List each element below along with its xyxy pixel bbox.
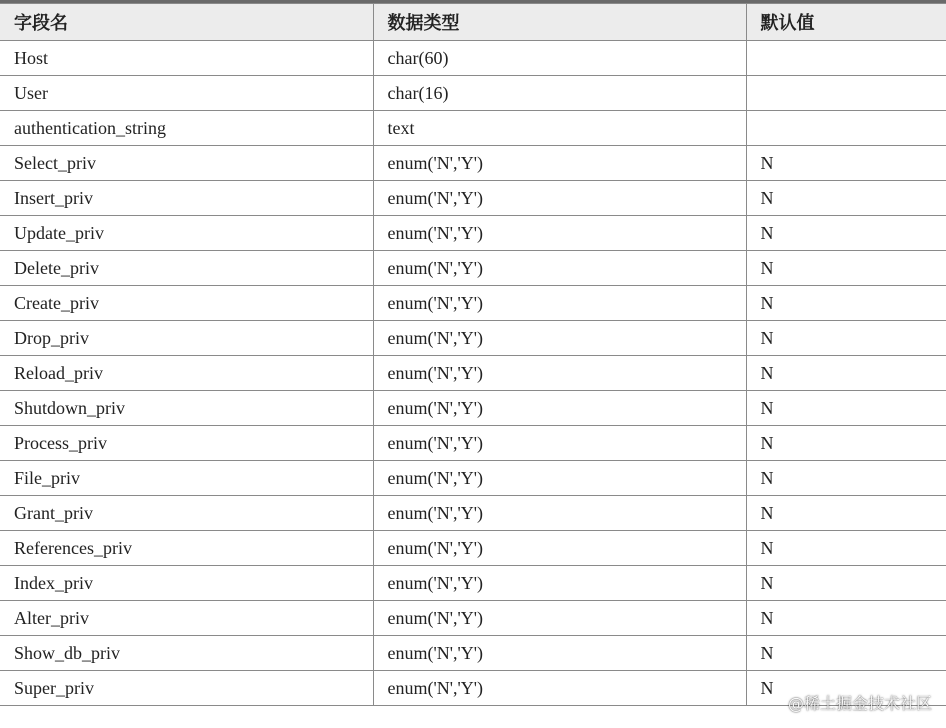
table-row: [0, 566, 946, 601]
watermark: [788, 691, 932, 714]
cell-default-value: N: [746, 636, 946, 671]
table-row: [0, 216, 946, 251]
cell-default-value: N: [746, 251, 946, 286]
cell-data-type: enum('N','Y'): [373, 181, 746, 216]
cell-default-value: N: [746, 286, 946, 321]
cell-default-value: N: [746, 566, 946, 601]
cell-data-type: text: [373, 111, 746, 146]
cell-default-value: [746, 76, 946, 111]
table-row: [0, 356, 946, 391]
cell-default-value: N: [746, 531, 946, 566]
cell-data-type: enum('N','Y'): [373, 146, 746, 181]
watermark-text: @稀土掘金技术社区: [787, 694, 932, 713]
cell-data-type: enum('N','Y'): [373, 601, 746, 636]
cell-data-type: enum('N','Y'): [373, 636, 746, 671]
header-default-value: 默认值: [746, 4, 946, 41]
cell-default-value: N: [746, 461, 946, 496]
table-row: [0, 146, 946, 181]
cell-field-name: Delete_priv: [0, 251, 373, 286]
table-row: [0, 601, 946, 636]
cell-field-name: Insert_priv: [0, 181, 373, 216]
table-row: [0, 286, 946, 321]
cell-data-type: enum('N','Y'): [373, 531, 746, 566]
header-data-type: 数据类型: [373, 4, 746, 41]
table-body: [0, 41, 946, 706]
cell-default-value: N: [746, 496, 946, 531]
table-header-row: [0, 4, 946, 41]
cell-field-name: Host: [0, 41, 373, 76]
cell-data-type: enum('N','Y'): [373, 461, 746, 496]
cell-field-name: Update_priv: [0, 216, 373, 251]
cell-default-value: N: [746, 671, 946, 706]
cell-default-value: N: [746, 391, 946, 426]
cell-field-name: Grant_priv: [0, 496, 373, 531]
table-row: [0, 181, 946, 216]
cell-field-name: References_priv: [0, 531, 373, 566]
cell-field-name: Shutdown_priv: [0, 391, 373, 426]
cell-field-name: Select_priv: [0, 146, 373, 181]
cell-field-name: Show_db_priv: [0, 636, 373, 671]
cell-field-name: Drop_priv: [0, 321, 373, 356]
table-row: [0, 426, 946, 461]
cell-default-value: [746, 41, 946, 76]
cell-field-name: Super_priv: [0, 671, 373, 706]
cell-field-name: Reload_priv: [0, 356, 373, 391]
cell-default-value: N: [746, 146, 946, 181]
cell-field-name: Create_priv: [0, 286, 373, 321]
cell-field-name: authentication_string: [0, 111, 373, 146]
table-row: [0, 531, 946, 566]
cell-data-type: enum('N','Y'): [373, 671, 746, 706]
cell-data-type: enum('N','Y'): [373, 251, 746, 286]
table-row: [0, 41, 946, 76]
cell-default-value: [746, 111, 946, 146]
cell-data-type: char(16): [373, 76, 746, 111]
cell-field-name: Alter_priv: [0, 601, 373, 636]
table-row: [0, 636, 946, 671]
cell-default-value: N: [746, 356, 946, 391]
cell-default-value: N: [746, 181, 946, 216]
table-row: [0, 321, 946, 356]
cell-field-name: User: [0, 76, 373, 111]
cell-data-type: enum('N','Y'): [373, 426, 746, 461]
cell-data-type: enum('N','Y'): [373, 356, 746, 391]
table-row: [0, 111, 946, 146]
table-row: [0, 496, 946, 531]
table-row: [0, 461, 946, 496]
cell-data-type: enum('N','Y'): [373, 286, 746, 321]
cell-default-value: N: [746, 601, 946, 636]
header-field-name: 字段名: [0, 4, 373, 41]
cell-data-type: enum('N','Y'): [373, 391, 746, 426]
table-row: [0, 76, 946, 111]
cell-field-name: Index_priv: [0, 566, 373, 601]
privilege-table: [0, 3, 946, 706]
cell-field-name: Process_priv: [0, 426, 373, 461]
cell-default-value: N: [746, 426, 946, 461]
cell-default-value: N: [746, 216, 946, 251]
cell-field-name: File_priv: [0, 461, 373, 496]
table-row: [0, 391, 946, 426]
cell-data-type: enum('N','Y'): [373, 566, 746, 601]
cell-data-type: enum('N','Y'): [373, 216, 746, 251]
cell-data-type: enum('N','Y'): [373, 496, 746, 531]
cell-data-type: char(60): [373, 41, 746, 76]
cell-data-type: enum('N','Y'): [373, 321, 746, 356]
table-row: [0, 251, 946, 286]
cell-default-value: N: [746, 321, 946, 356]
